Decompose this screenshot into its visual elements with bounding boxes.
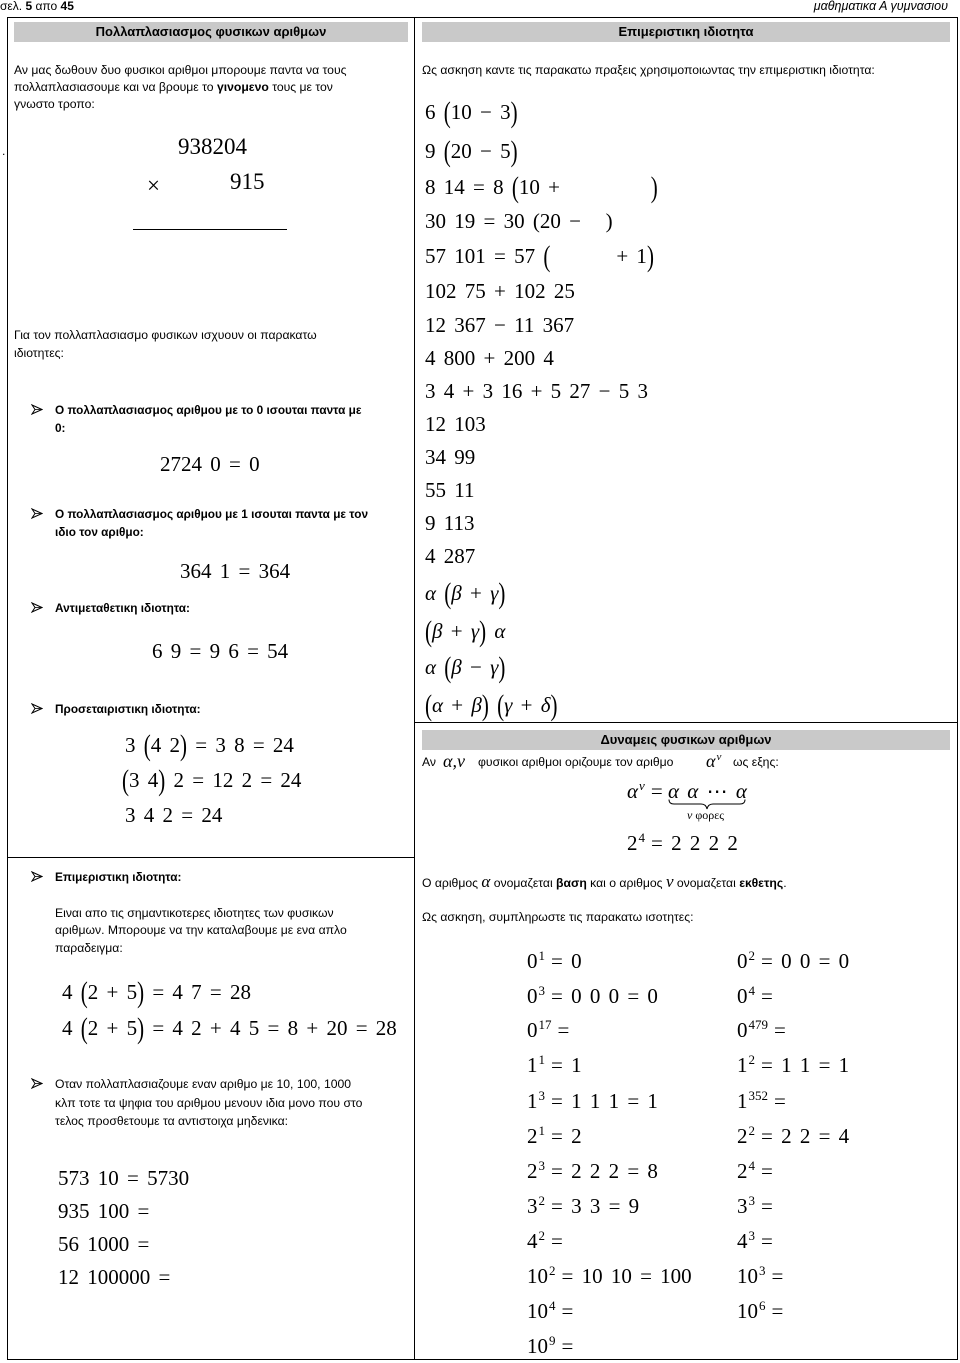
power-exponent: 1 bbox=[538, 1052, 545, 1068]
associative-example-1: 3 (4 2) = 3 8 = 24 bbox=[125, 728, 294, 762]
power-row bbox=[527, 1298, 573, 1324]
properties-intro-line-1: Για τον πολλαπλασιασμο φυσικων ισχυουν οι παρακατω bbox=[14, 328, 317, 342]
definition-suffix: ως εξης: bbox=[733, 755, 779, 769]
powers-of-ten-example-4: 12 100000 = bbox=[58, 1265, 171, 1289]
power-exponent: 2 bbox=[549, 1263, 556, 1279]
naming-base-term: βαση bbox=[556, 876, 587, 890]
intro-line-2-start: πολλαπλασιασουμε και να βρουμε το bbox=[14, 80, 214, 94]
zero-property-line-2: 0: bbox=[55, 421, 66, 435]
formula-base: α bbox=[627, 779, 639, 803]
exercise-expression: 12 367 − 11 367 bbox=[425, 313, 575, 337]
power-row bbox=[737, 1123, 849, 1149]
naming-var-exponent: ν bbox=[665, 872, 674, 891]
power-rhs: = bbox=[774, 1089, 786, 1113]
commutative-heading: Αντιμεταθετικη ιδιοτητα: bbox=[55, 601, 190, 615]
power-rhs: = 3 3 = 9 bbox=[551, 1194, 640, 1218]
power-rhs: = 1 1 1 = 1 bbox=[551, 1089, 658, 1113]
distributive-text-line-3: παραδειγμα: bbox=[55, 941, 123, 955]
naming-var-base: α bbox=[481, 872, 491, 891]
multiply-operator: × bbox=[147, 173, 160, 198]
arrowhead-bullet-icon bbox=[31, 871, 43, 882]
exercise-expression: 9 113 bbox=[425, 511, 475, 535]
power-exponent: 1 bbox=[538, 948, 545, 964]
power-rhs: = bbox=[771, 1299, 784, 1323]
power-base: 2 bbox=[737, 1159, 748, 1183]
power-row bbox=[737, 1158, 773, 1184]
one-property-line-1: Ο πολλαπλασιασμος αριθμου με 1 ισουται παντα με τον bbox=[55, 507, 369, 521]
power-row bbox=[527, 1123, 582, 1149]
exercise-expression: (β + γ) α bbox=[425, 614, 506, 648]
power-row bbox=[737, 1052, 849, 1078]
distributive-exercise-instruction: Ως ασκηση καντε τις παρακατω πραξεις χρησιμοποιωντας την επιμεριστικη ιδιοτητα: bbox=[422, 63, 875, 77]
power-row bbox=[527, 1017, 569, 1043]
associative-example-3: 3 4 2 = 24 bbox=[125, 803, 223, 827]
power-row bbox=[527, 1263, 692, 1289]
exercise-expression: 30 19 = 30 (20 − ) bbox=[425, 209, 613, 233]
power-rhs: = bbox=[761, 1229, 773, 1253]
frame-right bbox=[957, 17, 958, 1360]
distributive-example-1: 4 (2 + 5) = 4 7 = 28 bbox=[62, 975, 252, 1009]
power-row bbox=[527, 1052, 582, 1078]
powers-exercise-instruction: Ως ασκηση, συμπληρωστε τις παρακατω ισοτητες: bbox=[422, 910, 694, 924]
column-divider bbox=[414, 17, 415, 1360]
example-base: 2 bbox=[627, 831, 638, 855]
multiplier: 915 bbox=[230, 169, 265, 194]
power-rhs: = bbox=[557, 1018, 570, 1042]
power-rhs: = 1 1 = 1 bbox=[761, 1053, 850, 1077]
power-base: 10 bbox=[527, 1264, 548, 1288]
power-exponent: 6 bbox=[759, 1298, 766, 1314]
right-section-divider bbox=[414, 722, 958, 723]
arrowhead-bullet-icon bbox=[31, 508, 43, 519]
powers-of-ten-text-line-3: τελος προσθετουμε τα αντιστοιχα μηδενικα: bbox=[55, 1114, 289, 1128]
power-base: 1 bbox=[737, 1089, 748, 1113]
power-exponent: 3 bbox=[748, 1228, 755, 1244]
power-rhs: = bbox=[761, 984, 773, 1008]
exercise-expression: 57 101 = 57 ( + 1) bbox=[425, 239, 654, 273]
power-rhs: = bbox=[551, 1229, 563, 1253]
powers-of-ten-example-2: 935 100 = bbox=[58, 1199, 150, 1223]
exercise-expression: 9 (20 − 5) bbox=[425, 134, 518, 168]
power-exponent: 3 bbox=[538, 1158, 545, 1174]
underbrace-word: φορες bbox=[695, 808, 725, 822]
exercise-expression: α (β − γ) bbox=[425, 650, 506, 684]
power-example bbox=[627, 830, 738, 856]
power-row bbox=[527, 1333, 573, 1359]
power-exponent: 4 bbox=[549, 1298, 556, 1314]
definition-base: α bbox=[706, 751, 716, 771]
distributive-heading: Επιμεριστικη ιδιοτητα: bbox=[55, 870, 182, 884]
arrowhead-bullet-icon bbox=[31, 404, 43, 415]
power-row bbox=[527, 948, 582, 974]
power-formula-lhs bbox=[627, 778, 663, 804]
exercise-expression: 3 4 + 3 16 + 5 27 − 5 3 bbox=[425, 379, 649, 403]
margin-mark: . bbox=[2, 144, 6, 158]
distributive-exercise-title: Επιμεριστικη ιδιοτητα bbox=[422, 22, 950, 42]
base-exponent-naming bbox=[422, 874, 787, 891]
power-base: 3 bbox=[527, 1194, 538, 1218]
naming-exponent-term: εκθετης bbox=[739, 876, 784, 890]
exercise-expression: 34 99 bbox=[425, 445, 476, 469]
power-exponent: 2 bbox=[748, 948, 755, 964]
distributive-example-2: 4 (2 + 5) = 4 2 + 4 5 = 8 + 20 = 28 bbox=[62, 1011, 397, 1045]
power-base: 10 bbox=[527, 1334, 548, 1358]
power-exponent: 4 bbox=[748, 1158, 755, 1174]
power-exponent: 3 bbox=[538, 1088, 545, 1104]
example-exponent: 4 bbox=[638, 830, 645, 846]
power-base: 0 bbox=[737, 1018, 748, 1042]
power-base: 0 bbox=[527, 949, 538, 973]
power-row bbox=[737, 1228, 773, 1254]
frame-left bbox=[7, 17, 8, 1360]
naming-text-2: ονομαζεται bbox=[493, 876, 553, 890]
frame-top bbox=[7, 17, 958, 18]
powers-of-ten-example-3: 56 1000 = bbox=[58, 1232, 150, 1256]
power-rhs: = 1 bbox=[551, 1053, 582, 1077]
commutative-example: 6 9 = 9 6 = 54 bbox=[152, 639, 289, 663]
power-base: 1 bbox=[527, 1053, 538, 1077]
multiplicand: 938204 bbox=[178, 134, 247, 159]
power-exponent: 17 bbox=[538, 1017, 552, 1033]
definition-variables: α,ν bbox=[443, 751, 465, 771]
power-exponent: 1 bbox=[538, 1123, 545, 1139]
page-total: 45 bbox=[60, 0, 74, 13]
power-exponent: 2 bbox=[748, 1052, 755, 1068]
power-base: 2 bbox=[527, 1124, 538, 1148]
exercise-expression: 102 75 + 102 25 bbox=[425, 279, 575, 303]
exercise-expression: 8 14 = 8 (10 + ) bbox=[425, 170, 658, 204]
power-row bbox=[527, 1193, 639, 1219]
properties-intro-line-2: ιδιοτητες: bbox=[14, 346, 64, 360]
power-exponent: 2 bbox=[538, 1193, 545, 1209]
power-base: 1 bbox=[737, 1053, 748, 1077]
powers-of-ten-text-line-2: κλπ τοτε τα ψηφια του αριθμου μενουν ιδια μονο που στο bbox=[55, 1096, 363, 1110]
exercise-expression: 4 287 bbox=[425, 544, 476, 568]
power-exponent: 3 bbox=[748, 1193, 755, 1209]
power-row bbox=[527, 983, 658, 1009]
power-base: 4 bbox=[737, 1229, 748, 1253]
arrowhead-bullet-icon bbox=[31, 1078, 43, 1089]
naming-text-4: ονομαζεται bbox=[676, 876, 736, 890]
power-rhs: = 2 2 2 = 8 bbox=[551, 1159, 658, 1183]
power-rhs: = bbox=[761, 1159, 773, 1183]
exercise-expression: 6 (10 − 3) bbox=[425, 95, 518, 129]
naming-text-3: και ο αριθμος bbox=[590, 876, 663, 890]
definition-power bbox=[706, 751, 721, 771]
power-base: 3 bbox=[737, 1194, 748, 1218]
powers-of-ten-example-1: 573 10 = 5730 bbox=[58, 1166, 190, 1190]
underbrace-label bbox=[687, 808, 724, 822]
power-base: 10 bbox=[737, 1264, 758, 1288]
intro-line-3: γνωστο τροπο: bbox=[14, 97, 95, 111]
power-row bbox=[737, 948, 849, 974]
associative-example-2: (3 4) 2 = 12 2 = 24 bbox=[122, 763, 302, 797]
powers-section-title: Δυναμεις φυσικων αριθμων bbox=[422, 730, 950, 750]
exercise-expression: α (β + γ) bbox=[425, 576, 506, 610]
distributive-text-line-2: αριθμων. Μπορουμε να την καταλαβουμε με ενα απλο bbox=[55, 923, 347, 937]
exercise-expression: 55 11 bbox=[425, 478, 475, 502]
power-rhs: = bbox=[771, 1264, 784, 1288]
one-property-line-2: ιδιο τον αριθμο: bbox=[55, 525, 144, 539]
powers-of-ten-text-line-1: Οταν πολλαπλασιαζουμε εναν αριθμο με 10, 100, 1000 bbox=[55, 1077, 352, 1091]
power-exponent: 3 bbox=[759, 1263, 766, 1279]
power-rhs: = bbox=[561, 1299, 574, 1323]
power-base: 0 bbox=[527, 1018, 538, 1042]
subject-header: μαθηματικα Α γυμνασιου bbox=[813, 0, 948, 13]
power-rhs: = 0 bbox=[551, 949, 582, 973]
power-rhs: = 10 10 = 100 bbox=[561, 1264, 692, 1288]
power-row bbox=[527, 1158, 658, 1184]
power-base: 2 bbox=[527, 1159, 538, 1183]
definition-middle: φυσικοι αριθμοι οριζουμε τον αριθμο bbox=[478, 755, 674, 769]
power-rhs: = bbox=[561, 1334, 574, 1358]
power-rhs: = 0 0 = 0 bbox=[761, 949, 850, 973]
page-label: σελ. bbox=[0, 0, 23, 13]
power-base: 10 bbox=[527, 1299, 548, 1323]
power-rhs: = 0 0 0 = 0 bbox=[551, 984, 658, 1008]
formula-product: α α ⋯ α bbox=[668, 779, 747, 803]
power-base: 0 bbox=[737, 984, 748, 1008]
power-rhs: = bbox=[761, 1194, 773, 1218]
exercise-expression: 12 103 bbox=[425, 412, 486, 436]
naming-text-1: Ο αριθμος bbox=[422, 876, 479, 890]
page-number bbox=[0, 0, 74, 13]
arrowhead-bullet-icon bbox=[31, 602, 43, 613]
power-rhs: = 2 2 = 4 bbox=[761, 1124, 850, 1148]
distributive-text-line-1: Ειναι απο τις σημαντικοτερες ιδιοτητες των φυσικων bbox=[55, 906, 334, 920]
power-row bbox=[737, 1193, 773, 1219]
power-rhs: = bbox=[774, 1018, 786, 1042]
example-rhs: = 2 2 2 2 bbox=[651, 831, 738, 855]
formula-equals: = bbox=[650, 779, 663, 803]
power-base: 0 bbox=[737, 949, 748, 973]
power-exponent: 479 bbox=[748, 1017, 768, 1033]
power-row bbox=[737, 1263, 783, 1289]
power-rhs: = 2 bbox=[551, 1124, 582, 1148]
power-exponent: 2 bbox=[538, 1228, 545, 1244]
frame-bottom bbox=[7, 1359, 958, 1360]
power-exponent: 3 bbox=[538, 983, 545, 999]
power-row bbox=[527, 1228, 563, 1254]
associative-heading: Προσεταιριστικη ιδιοτητα: bbox=[55, 702, 201, 716]
power-row bbox=[737, 1017, 786, 1043]
underbrace-variable: ν bbox=[687, 808, 693, 822]
power-base: 0 bbox=[527, 984, 538, 1008]
left-section-divider bbox=[7, 857, 415, 858]
power-base: 4 bbox=[527, 1229, 538, 1253]
multiplication-underline bbox=[133, 229, 287, 230]
formula-exponent: ν bbox=[639, 778, 645, 794]
page-of: απο bbox=[35, 0, 58, 13]
power-row bbox=[527, 1088, 658, 1114]
power-exponent: 352 bbox=[748, 1088, 768, 1104]
zero-property-line-1: Ο πολλαπλασιασμος αριθμου με το 0 ισουται παντα με bbox=[55, 403, 362, 417]
exercise-expression: 4 800 + 200 4 bbox=[425, 346, 554, 370]
power-row bbox=[737, 1298, 783, 1324]
arrowhead-bullet-icon bbox=[31, 703, 43, 714]
power-base: 10 bbox=[737, 1299, 758, 1323]
naming-period: . bbox=[783, 876, 787, 890]
definition-prefix: Αν bbox=[422, 755, 437, 769]
power-exponent: 2 bbox=[748, 1123, 755, 1139]
page-current: 5 bbox=[25, 0, 33, 13]
power-row bbox=[737, 1088, 786, 1114]
intro-line-2-end: τους με τον bbox=[272, 80, 333, 94]
power-base: 2 bbox=[737, 1124, 748, 1148]
zero-property-example: 2724 0 = 0 bbox=[160, 452, 260, 476]
one-property-example: 364 1 = 364 bbox=[180, 559, 291, 583]
exercise-expression: (α + β) (γ + δ) bbox=[425, 688, 558, 722]
power-base: 1 bbox=[527, 1089, 538, 1113]
definition-exponent: ν bbox=[716, 751, 722, 764]
intro-line-2 bbox=[14, 79, 333, 95]
power-exponent: 4 bbox=[748, 983, 755, 999]
power-exponent: 9 bbox=[549, 1333, 556, 1349]
multiplication-section-title: Πολλαπλασιασμος φυσικων αριθμων bbox=[14, 22, 408, 42]
power-row bbox=[737, 983, 773, 1009]
intro-line-1: Αν μας δωθουν δυο φυσικοι αριθμοι μπορουμε παντα να τους bbox=[14, 63, 347, 77]
intro-keyword-product: γινομενο bbox=[216, 80, 269, 94]
